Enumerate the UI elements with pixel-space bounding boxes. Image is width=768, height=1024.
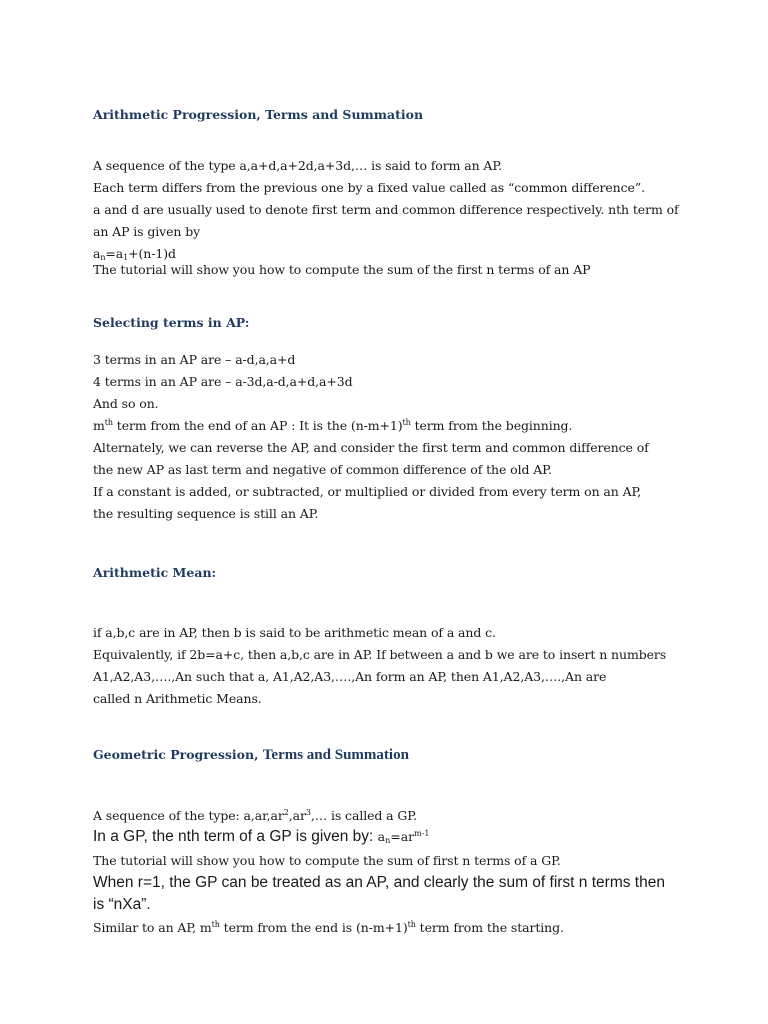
ap-line-1: A sequence of the type a,a+d,a+2d,a+3d,… is said to form an AP. [93,158,502,173]
ap-line-4: an AP is given by [93,224,201,239]
gp-nth-exponent: m-1 [414,829,430,838]
mth-sup-th-2: th [402,418,411,427]
selecting-line-6: the new AP as last term and negative of common difference of the old AP. [93,462,552,477]
selecting-mth-term-line [93,418,572,433]
gp-nth-a: a [377,829,386,844]
gp-heading-part-2: Terms and Summation [262,747,409,763]
selecting-line-2: 4 terms in an AP are – a-3d,a-d,a+d,a+3d [93,374,353,389]
gp-line-4: When r=1, the GP can be treated as an AP, and clearly the sum of first n terms then [93,874,665,891]
formula-subscript-1: 1 [123,253,129,262]
gp-similar-line [93,920,564,935]
ap-nth-term-formula [93,246,176,261]
gp-seq-sup-2: 2 [283,808,289,817]
gp-similar-pre: Similar to an AP, m [93,920,212,935]
mth-mid: term from the end of an AP : It is the (n-m+1) [112,418,403,433]
ap-line-3: a and d are usually used to denote first term and common difference respectively. nth term of [93,202,679,217]
mean-line-1: if a,b,c are in AP, then b is said to be arithmetic mean of a and c. [93,625,496,640]
gp-line-5: is “nXa”. [93,896,151,913]
selecting-line-5: Alternately, we can reverse the AP, and consider the first term and common difference of [93,440,649,455]
gp-seq-sup-3: 3 [305,808,311,817]
selecting-line-3: And so on. [93,396,159,411]
selecting-line-7: If a constant is added, or subtracted, or multiplied or divided from every term on an AP, [93,484,642,499]
gp-seq-mid: ,ar [288,808,306,823]
gp-nth-mid: =ar [390,829,415,844]
mth-m: m [93,418,105,433]
ap-heading: Arithmetic Progression, Terms and Summation [93,107,424,122]
mean-line-4: called n Arithmetic Means. [93,691,262,706]
gp-nth-term-line [93,828,430,846]
gp-nth-pre: In a GP, the nth term of a GP is given by: [93,828,378,845]
formula-a: a [93,246,101,261]
gp-seq-pre: A sequence of the type: a,ar,ar [93,808,284,823]
mth-sup-th: th [104,418,113,427]
gp-similar-tail: term from the starting. [415,920,564,935]
formula-mid: =a [105,246,124,261]
gp-similar-sup-th-2: th [407,920,416,929]
gp-line-3: The tutorial will show you how to compute the sum of first n terms of a GP. [93,853,561,868]
gp-nth-sub-n: n [385,836,391,845]
mean-line-2: Equivalently, if 2b=a+c, then a,b,c are in AP. If between a and b we are to insert n numbers [93,647,667,662]
gp-heading [93,747,409,764]
gp-seq-tail: ,… is called a GP. [310,808,417,823]
mean-heading: Arithmetic Mean: [93,565,217,580]
selecting-line-8: the resulting sequence is still an AP. [93,506,319,521]
gp-sequence-line [93,808,417,823]
formula-tail: +(n-1)d [128,246,176,261]
ap-line-6: The tutorial will show you how to compute the sum of the first n terms of an AP [93,262,591,277]
formula-subscript-n: n [100,253,106,262]
mth-tail: term from the beginning. [410,418,573,433]
gp-similar-sup-th: th [211,920,220,929]
mean-line-3: A1,A2,A3,….,An such that a, A1,A2,A3,….,An form an AP, then A1,A2,A3,….,An are [93,669,607,684]
ap-line-2: Each term differs from the previous one by a fixed value called as “common difference”. [93,180,645,195]
gp-similar-mid: term from the end is (n-m+1) [219,920,408,935]
selecting-line-1: 3 terms in an AP are – a-d,a,a+d [93,352,296,367]
selecting-heading: Selecting terms in AP: [93,315,250,330]
gp-heading-part-1: Geometric Progression, [93,747,263,762]
